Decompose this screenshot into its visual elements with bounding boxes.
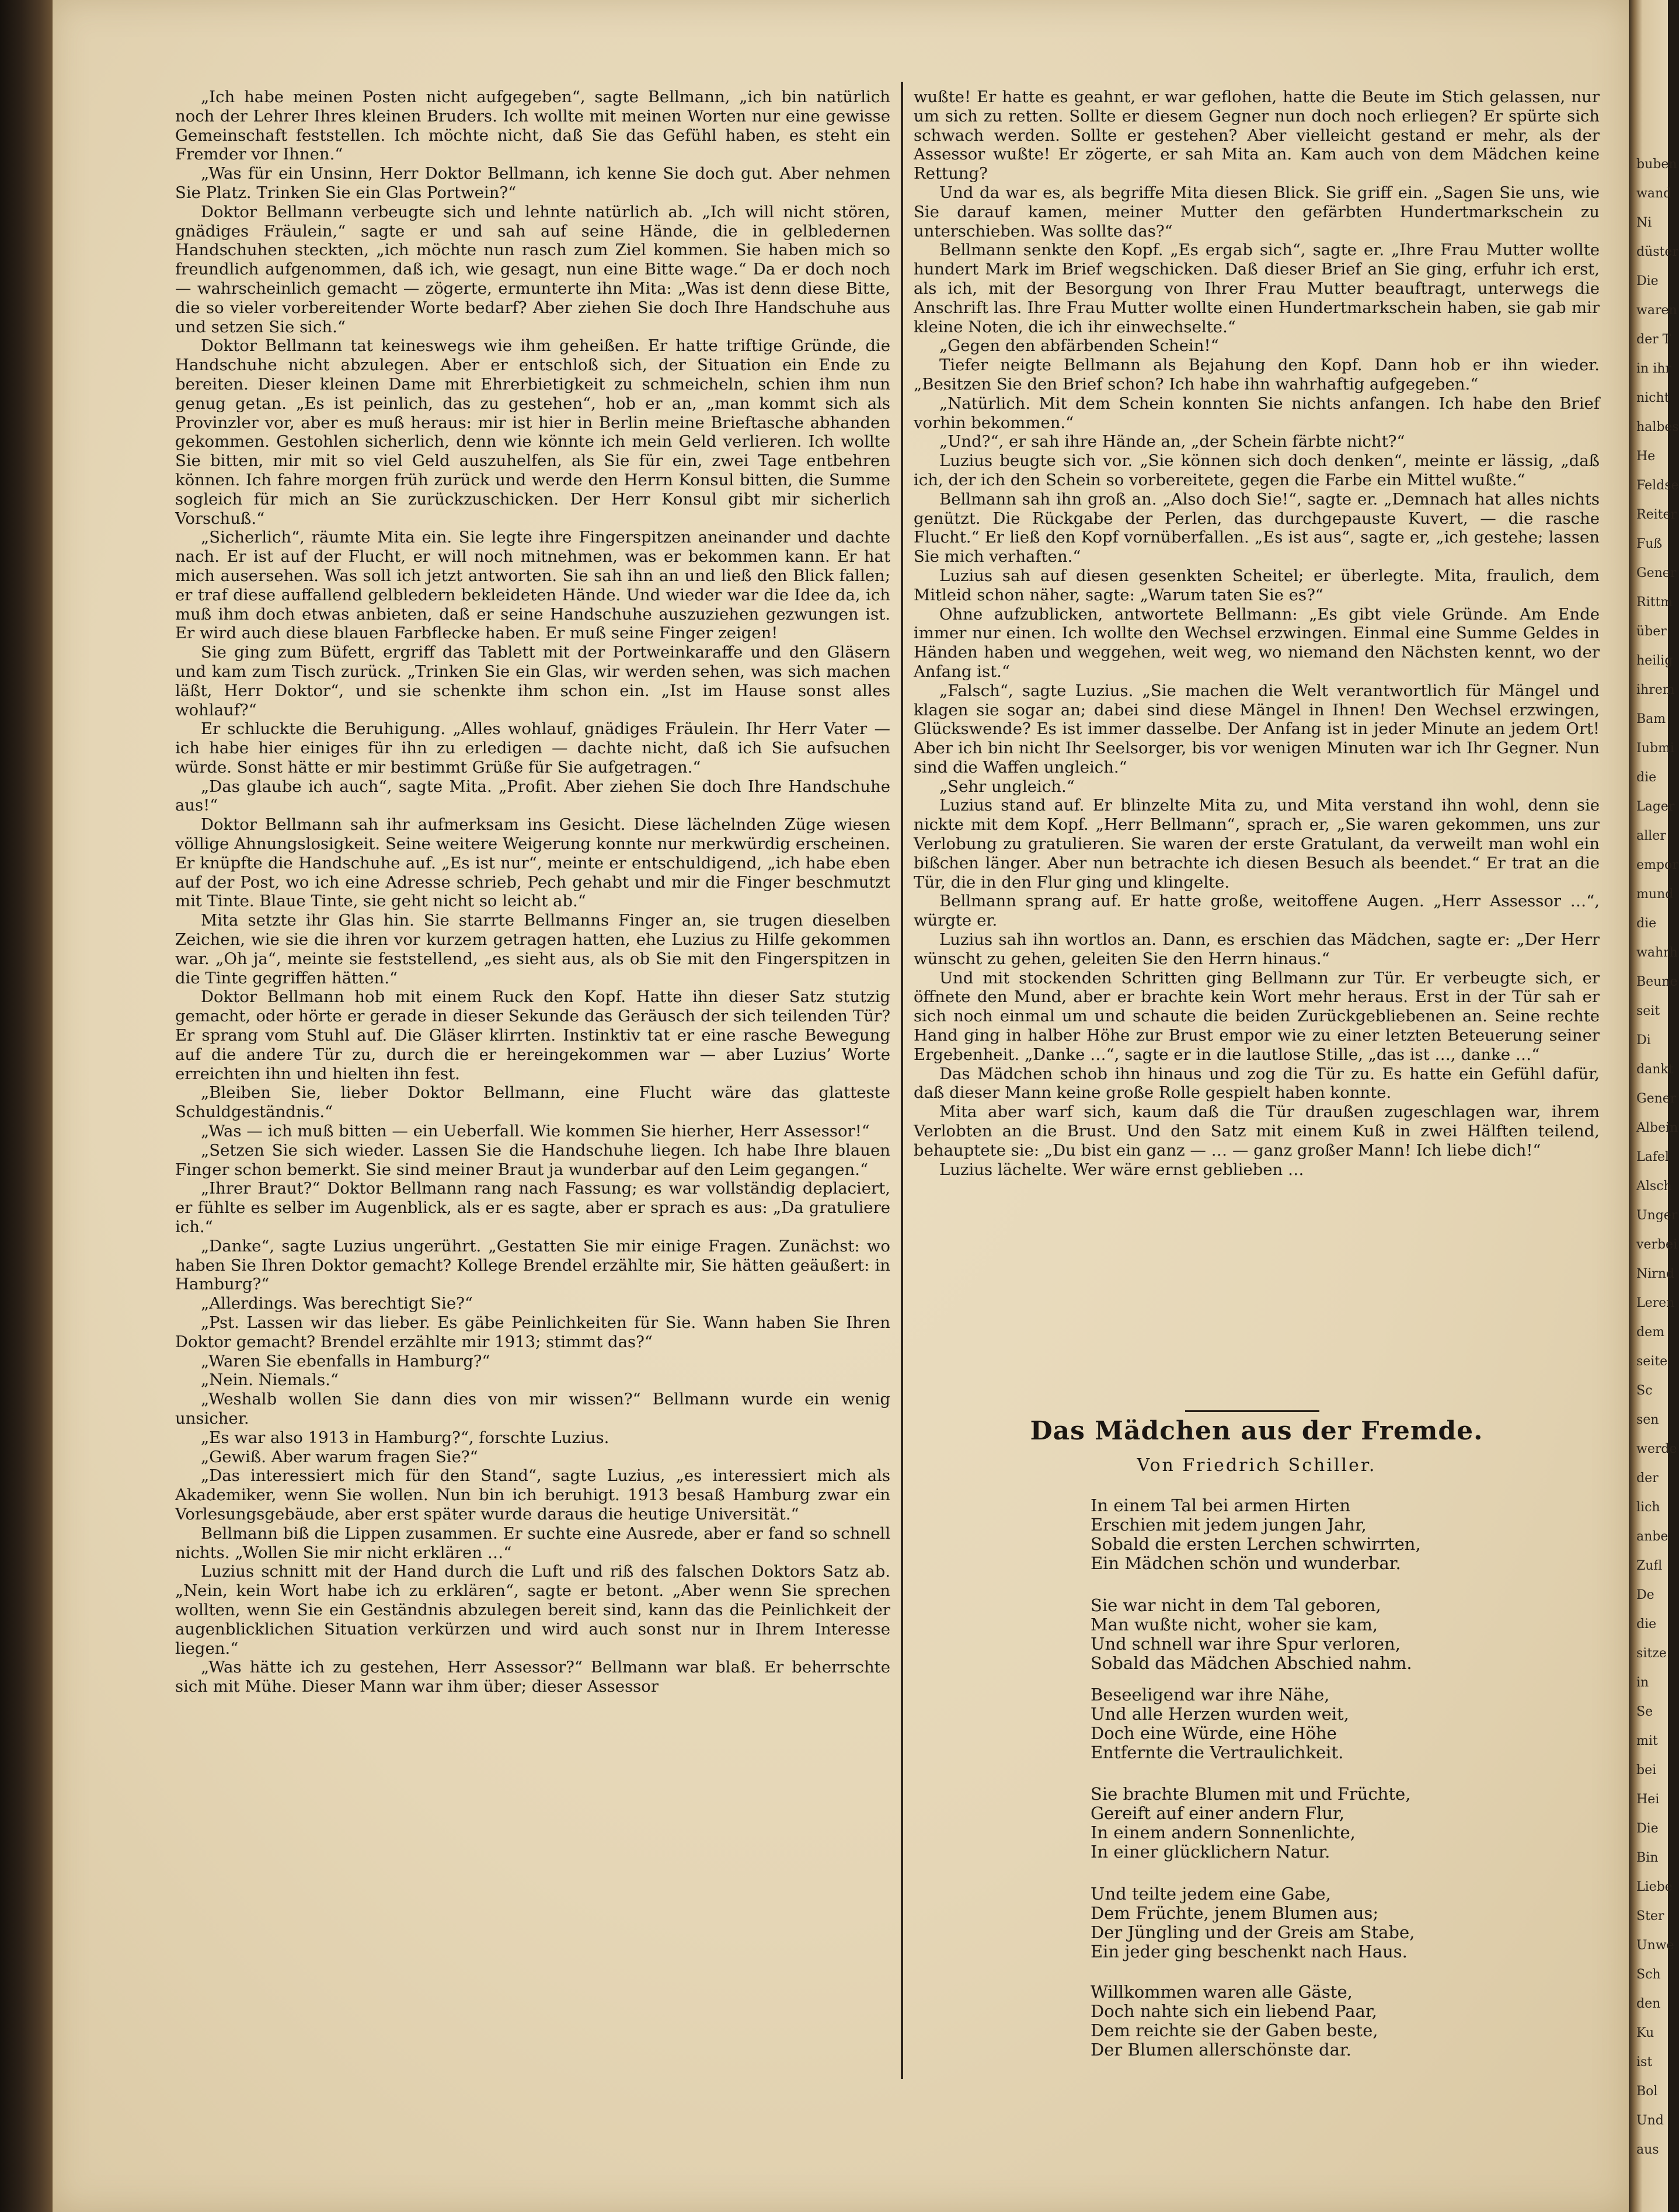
- adjacent-page-fragment: He: [1636, 449, 1656, 464]
- article-paragraph: „Sehr ungleich.“: [939, 777, 1075, 796]
- adjacent-page-fragment: Se: [1636, 1705, 1653, 1719]
- poem-line: Erschien mit jedem jungen Jahr,: [1091, 1515, 1367, 1535]
- adjacent-page-fragment: die: [1636, 916, 1657, 931]
- article-paragraph: Luzius sah auf diesen gesenkten Scheitel; er überlegte. Mita, fraulich, dem Mitleid schon näher, sagte: „Warum taten Sie es?“: [914, 566, 1600, 604]
- adjacent-page-fragment: De: [1636, 1588, 1654, 1602]
- article-paragraph: „Und?“, er sah ihre Hände an, „der Schein färbte nicht?“: [939, 432, 1405, 451]
- article-paragraph: Er schluckte die Beruhigung. „Alles wohlauf, gnädiges Fräulein. Ihr Herr Vater — ich habe hier einiges für ihn zu erledigen — dachte nicht, daß ich Sie aufsuchen würde. Sonst hätte er mir bestimmt Grüße für Sie aufgetragen.“: [175, 719, 890, 777]
- adjacent-page-fragment: sitze: [1636, 1646, 1667, 1661]
- article-paragraph: „Danke“, sagte Luzius ungerührt. „Gestatten Sie mir einige Fragen. Zunächst: wo haben Sie Ihren Doktor gemacht? Kollege Brendel erzählte mir, Sie hätten geäußert: in Hamburg?“: [175, 1236, 890, 1294]
- article-column-left: [175, 88, 890, 1696]
- adjacent-page-fragment: Die: [1636, 274, 1659, 288]
- poem-stanza: [1091, 1785, 1569, 1862]
- article-paragraph: Bellmann biß die Lippen zusammen. Er suchte eine Ausrede, aber er fand so schnell nichts. „Wollen Sie mir nicht erklären …“: [175, 1524, 890, 1562]
- adjacent-page-fragment: Hei: [1636, 1792, 1660, 1807]
- adjacent-page-fragment: Ster: [1636, 1909, 1664, 1924]
- adjacent-page-fragment: dem: [1636, 1325, 1664, 1340]
- adjacent-page-fragment: Sc: [1636, 1383, 1653, 1398]
- article-paragraph: „Setzen Sie sich wieder. Lassen Sie die Handschuhe liegen. Ich habe Ihre blauen Finger schon bemerkt. Sie sind meiner Braut ja wunderbar auf den Leim gegangen.“: [175, 1140, 890, 1179]
- article-paragraph: „Was hätte ich zu gestehen, Herr Assessor?“ Bellmann war blaß. Er beherrschte sich mit Mühe. Dieser Mann war ihm über; dieser Assessor: [175, 1658, 890, 1696]
- article-paragraph: Doktor Bellmann tat keineswegs wie ihm geheißen. Er hatte triftige Gründe, die Handschuhe nicht abzulegen. Aber er entschloß sich, der Situation ein Ende zu bereiten. Dieser kleinen Dame mit Ehrerbietigkeit zu schmeicheln, schien ihm nun genug getan. „Es ist peinlich, das zu gestehen“, hob er an, „man kommt sich als Provinzler vor, aber es muß heraus: mir ist hier in Berlin meine Brieftasche abhanden gekommen. Gestohlen sicherlich, denn wie könnte ich mein Geld verlieren. Ich wollte Sie bitten, mir mit so viel Geld auszuhelfen, als Sie für ein, zwei Tage entbehren können. Ich fahre morgen früh zurück und werde den Herrn Konsul bitten, die Summe sogleich für mich an Sie zurückzuschicken. Der Herr Konsul gibt mir sicherlich Vorschuß.“: [175, 336, 890, 528]
- poem-line: In einem andern Sonnenlichte,: [1091, 1823, 1356, 1842]
- article-paragraph: Luzius stand auf. Er blinzelte Mita zu, und Mita verstand ihn wohl, denn sie nickte mit dem Kopf. „Herr Bellmann“, sprach er, „Sie waren gekommen, uns zur Verlobung zu gratulieren. Sie waren der erste Gratulant, da verweilt man wohl ein bißchen länger. Aber nun betrachte ich diesen Besuch als beendet.“ Er trat an die Tür, die in den Flur ging und klingelte.: [914, 796, 1600, 892]
- article-paragraph: „Weshalb wollen Sie dann dies von mir wissen?“ Bellmann wurde ein wenig unsicher.: [175, 1390, 890, 1428]
- adjacent-page-fragment: Und: [1636, 2113, 1664, 2128]
- poem-line: Doch eine Würde, eine Höhe: [1091, 1723, 1337, 1743]
- poem-line: Der Blumen allerschönste dar.: [1091, 2040, 1351, 2060]
- poem-line: Doch nahte sich ein liebend Paar,: [1091, 2001, 1377, 2021]
- adjacent-page-fragment: seit: [1636, 1004, 1660, 1018]
- adjacent-page-fragment: Nirnd: [1636, 1267, 1675, 1281]
- article-paragraph: „Sicherlich“, räumte Mita ein. Sie legte ihre Fingerspitzen aneinander und dachte nach. Er ist auf der Flucht, er will noch mitnehmen, was er bekommen kann. Er hat mich ausersehen. Was soll ich jetzt antworten. Sie sah ihn an und ließ den Blick fallen; er traf diese auffallend gelbledern bekleideten Hände. Und wieder war die Idee da, ich muß ihm doch etwas anbieten, daß er seine Handschuhe auszuziehen gezwungen ist. Er wird auch diese blauen Farbflecke haben. Er muß seine Finger zeigen!: [175, 528, 890, 643]
- adjacent-page-fragment: dankt: [1636, 1062, 1674, 1077]
- poem-stanza: [1091, 1983, 1569, 2060]
- adjacent-page-fragment: waren: [1636, 303, 1677, 318]
- poem-line: Beseeligend war ihre Nähe,: [1091, 1685, 1330, 1705]
- adjacent-page-fragment: über: [1636, 624, 1667, 639]
- adjacent-page-fragment: wahrh: [1636, 945, 1678, 960]
- poem-line: Sie war nicht in dem Tal geboren,: [1091, 1595, 1381, 1615]
- poem-line: Sie brachte Blumen mit und Früchte,: [1091, 1784, 1411, 1804]
- poem-line: Dem Früchte, jenem Blumen aus;: [1091, 1903, 1379, 1923]
- adjacent-page-fragment: die: [1636, 1617, 1657, 1632]
- adjacent-page-fragment: buben: [1636, 157, 1677, 172]
- article-paragraph: Sie ging zum Büfett, ergriff das Tablett mit der Portweinkaraffe und den Gläsern und kam zum Tisch zurück. „Trinken Sie ein Glas, wir werden sehen, was sich machen läßt, Herr Doktor“, und sie schenkte ihm schon ein. „Ist im Hause sonst alles wohlauf?“: [175, 643, 890, 719]
- adjacent-page-fragment: Ni: [1636, 215, 1652, 230]
- article-paragraph: „Nein. Niemals.“: [201, 1371, 339, 1390]
- article-paragraph: Luzius schnitt mit der Hand durch die Luft und riß des falschen Doktors Satz ab. „Nein, kein Wort habe ich zu erklären“, sagte er betont. „Aber wenn Sie sprechen wollten, wenn Sie ein Geständnis abzulegen bereit sind, kann das die Peinlichkeit der augenblicklichen Situation verkürzen und wird auch sonst nur in Ihrem Interesse liegen.“: [175, 1562, 890, 1658]
- article-paragraph: Tiefer neigte Bellmann als Bejahung den Kopf. Dann hob er ihn wieder. „Besitzen Sie den Brief schon? Ich habe ihn wahrhaftig aufgegeben.“: [914, 356, 1600, 394]
- poem-line: Dem reichte sie der Gaben beste,: [1091, 2020, 1378, 2040]
- article-paragraph: wußte! Er hatte es geahnt, er war geflohen, hatte die Beute im Stich gelassen, nur um sich zu retten. Sollte er diesem Gegner nun doch noch erliegen? Er spürte sich schwach werden. Sollte er gestehen? Aber vielleicht gestand er mehr, als der Assessor wußte! Er zögerte, er sah Mita an. Kam auch von dem Mädchen keine Rettung?: [914, 88, 1600, 183]
- adjacent-page-fragment: Liebe: [1636, 1880, 1673, 1894]
- adjacent-page-fragment: sen: [1636, 1413, 1659, 1427]
- poem-line: Der Jüngling und der Greis am Stabe,: [1091, 1922, 1415, 1942]
- article-paragraph: „Es war also 1913 in Hamburg?“, forschte Luzius.: [201, 1428, 609, 1447]
- adjacent-page-fragment: werde: [1636, 1442, 1677, 1456]
- adjacent-page-fragment: Reiter: [1636, 507, 1677, 522]
- adjacent-page-fragment: anbe: [1636, 1529, 1668, 1544]
- article-paragraph: „Das interessiert mich für den Stand“, sagte Luzius, „es interessiert mich als Akademiker, wenn Sie wollen. Nun bin ich beruhigt. 1913 besaß Hamburg zwar ein Vorlesungsgebäude, aber erst später wurde daraus die heutige Universität.“: [175, 1466, 890, 1524]
- article-paragraph: Luzius sah ihn wortlos an. Dann, es erschien das Mädchen, sagte er: „Der Herr wünscht zu gehen, geleiten Sie den Herrn hinaus.“: [914, 930, 1600, 968]
- adjacent-page-fragment: empor: [1636, 858, 1678, 872]
- adjacent-page-fragment: in: [1636, 1675, 1649, 1690]
- adjacent-page-fragment: Zufl: [1636, 1559, 1663, 1573]
- adjacent-page-fragment: Beune: [1636, 975, 1678, 989]
- adjacent-page-fragment: düster: [1636, 245, 1678, 259]
- adjacent-page-fragment: aller: [1636, 829, 1666, 843]
- adjacent-page-fragment: Lager: [1636, 799, 1675, 814]
- article-paragraph: „Gewiß. Aber warum fragen Sie?“: [201, 1447, 478, 1466]
- adjacent-page-fragment: ist: [1636, 2055, 1653, 2070]
- adjacent-page-fragment: der T: [1636, 332, 1671, 347]
- adjacent-page-fragment: ihrem: [1636, 683, 1675, 697]
- adjacent-page-fragment: Gener: [1636, 1091, 1677, 1106]
- adjacent-page-fragment: den: [1636, 1997, 1661, 2011]
- adjacent-page-fragment: bei: [1636, 1763, 1657, 1778]
- article-paragraph: Doktor Bellmann hob mit einem Ruck den Kopf. Hatte ihn dieser Satz stutzig gemacht, oder hörte er gerade in dieser Sekunde das Geräusch der sich teilenden Tür? Er sprang vom Stuhl auf. Die Gläser klirrten. Instinktiv tat er eine rasche Bewegung auf die andere Tür zu, durch die er hereingekommen war — aber Luzius’ Worte erreichten ihn und hielten ihn fest.: [175, 987, 890, 1083]
- adjacent-page-fragment: aus: [1636, 2143, 1659, 2157]
- article-paragraph: Bellmann senkte den Kopf. „Es ergab sich“, sagte er. „Ihre Frau Mutter wollte hundert Mark im Brief wegschicken. Daß dieser Brief an Sie ging, erfuhr ich erst, als ich, mit der Besorgung von Ihrer Frau Mutter beauftragt, unterwegs die Anschrift las. Ihre Frau Mutter wollte einen Hundertmarkschein haben, sie gab mir kleine Noten, die ich ihr einwechselte.“: [914, 241, 1600, 336]
- adjacent-page-fragment: in ihr: [1636, 361, 1671, 376]
- poem-line: Ein jeder ging beschenkt nach Haus.: [1091, 1942, 1408, 1961]
- adjacent-page-fragment: Bol: [1636, 2084, 1658, 2099]
- adjacent-page-fragment: mund: [1636, 887, 1674, 902]
- poem-line: Gereift auf einer andern Flur,: [1091, 1803, 1344, 1823]
- adjacent-page-fragment: Fuß: [1636, 537, 1663, 551]
- poem-line: Und alle Herzen wurden weit,: [1091, 1704, 1349, 1724]
- poem-separator: [1185, 1410, 1319, 1412]
- adjacent-page-fragment: Albein: [1636, 1121, 1678, 1135]
- adjacent-page-fragment: der: [1636, 1471, 1659, 1486]
- adjacent-page-fragment: die: [1636, 770, 1657, 785]
- adjacent-page-fragment: Iubmi: [1636, 741, 1674, 756]
- article-column-right: [914, 88, 1600, 1179]
- adjacent-page-fragment: Gener: [1636, 566, 1677, 580]
- poem-stanza: [1091, 1685, 1569, 1762]
- adjacent-page-fragment: wand: [1636, 186, 1672, 201]
- article-paragraph: „Bleiben Sie, lieber Doktor Bellmann, eine Flucht wäre das glatteste Schuldgeständnis.“: [175, 1083, 890, 1122]
- adjacent-page-fragment: Rittm: [1636, 595, 1673, 610]
- article-paragraph: „Waren Sie ebenfalls in Hamburg?“: [201, 1351, 490, 1371]
- article-paragraph: „Ihrer Braut?“ Doktor Bellmann rang nach Fassung; es war vollständig deplaciert, er fühlte es selber im Augenblick, als er es sagte, aber er sprach es aus: „Da gratuliere ich.“: [175, 1179, 890, 1237]
- adjacent-page-fragment: mit: [1636, 1734, 1658, 1748]
- article-paragraph: Doktor Bellmann verbeugte sich und lehnte natürlich ab. „Ich will nicht stören, gnädiges Fräulein,“ sagte er und sah auf seine Hände, die in gelbledernen Handschuhen steckten, „ich möchte nun rasch zum Ziel kommen. Sie haben mich so freundlich aufgenommen, daß ich, wie gesagt, nun eine Bitte wage.“ Da er doch noch — wahrscheinlich gemacht — zögerte, ermunterte ihn Mita: „Was ist denn diese Bitte, die so vieler vorbereitender Worte bedarf? Aber ziehen Sie doch Ihre Handschuhe aus und setzen Sie sich.“: [175, 202, 890, 336]
- article-paragraph: „Allerdings. Was berechtigt Sie?“: [201, 1294, 473, 1313]
- article-paragraph: Mita setzte ihr Glas hin. Sie starrte Bellmanns Finger an, sie trugen dieselben Zeichen, wie sie die ihren vor kurzem getragen hatten, ehe Luzius zu Hilfe gekommen war. „Oh ja“, meinte sie feststellend, „es sieht aus, als ob Sie mit den Fingerspitzen in die Tinte gegriffen hätten.“: [175, 911, 890, 987]
- article-paragraph: „Was — ich muß bitten — ein Ueberfall. Wie kommen Sie hierher, Herr Assessor!“: [201, 1122, 870, 1141]
- adjacent-page-fragment: lich: [1636, 1500, 1660, 1515]
- article-paragraph: Luzius lächelte. Wer wäre ernst geblieben …: [939, 1160, 1304, 1179]
- poem-stanza: [1091, 1496, 1569, 1573]
- poem-line: Ein Mädchen schön und wunderbar.: [1091, 1553, 1401, 1573]
- article-paragraph: „Pst. Lassen wir das lieber. Es gäbe Peinlichkeiten für Sie. Wann haben Sie Ihren Doktor gemacht? Brendel erzählte mir 1913; stimmt das?“: [175, 1313, 890, 1351]
- adjacent-page-fragment: Die: [1636, 1821, 1659, 1836]
- adjacent-page-fragment: Ku: [1636, 2026, 1654, 2040]
- adjacent-page-fragment: heilig: [1636, 653, 1673, 668]
- adjacent-page-fragment: verbei: [1636, 1237, 1678, 1252]
- article-paragraph: Bellmann sah ihn groß an. „Also doch Sie!“, sagte er. „Demnach hat alles nichts genützt. Die Rückgabe der Perlen, das durchgepauste Kuvert, — die rasche Flucht.“ Er ließ den Kopf vornüberfallen. „Es ist aus“, sagte er, „ich gestehe; lassen Sie mich verhaften.“: [914, 489, 1600, 566]
- poem-line: Man wußte nicht, woher sie kam,: [1091, 1615, 1378, 1634]
- adjacent-page-fragment: Bin: [1636, 1851, 1659, 1865]
- article-paragraph: Und da war es, als begriffe Mita diesen Blick. Sie griff ein. „Sagen Sie uns, wie Sie darauf kamen, meiner Mutter den gefärbten Hundertmarkschein zu unterschieben. Was sollte das?“: [914, 183, 1600, 241]
- poem-line: Willkommen waren alle Gäste,: [1091, 1982, 1353, 2002]
- poem-line: Entfernte die Vertraulichkeit.: [1091, 1743, 1344, 1762]
- article-paragraph: Bellmann sprang auf. Er hatte große, weitoffene Augen. „Herr Assessor …“, würgte er.: [914, 892, 1600, 930]
- poem-line: Sobald die ersten Lerchen schwirrten,: [1091, 1534, 1421, 1554]
- adjacent-page-fragment: Unger: [1636, 1208, 1678, 1223]
- adjacent-page-fragment: Leren: [1636, 1296, 1675, 1310]
- adjacent-page-fragment: Lafel: [1636, 1150, 1669, 1164]
- poem-line: Und teilte jedem eine Gabe,: [1091, 1884, 1331, 1904]
- article-paragraph: Das Mädchen schob ihn hinaus und zog die Tür zu. Es hatte ein Gefühl dafür, daß dieser Mann keine große Rolle gespielt haben konnte.: [914, 1064, 1600, 1102]
- article-paragraph: „Ich habe meinen Posten nicht aufgegeben“, sagte Bellmann, „ich bin natürlich noch der Lehrer Ihres kleinen Bruders. Ich wollte mit meinen Worten nur eine gewisse Gemeinschaft feststellen. Ich möchte nicht, daß Sie das Gefühl haben, es steht ein Fremder vor Ihnen.“: [175, 88, 890, 164]
- poem-line: In einer glücklichern Natur.: [1091, 1842, 1330, 1862]
- adjacent-page-fragment: Di: [1636, 1033, 1651, 1048]
- poem-author: Von Friedrich Schiller.: [1137, 1455, 1377, 1476]
- adjacent-page-fragment: Alsch: [1636, 1179, 1672, 1194]
- adjacent-page-fragment: Feldse: [1636, 478, 1679, 493]
- adjacent-page-fragment: Sch: [1636, 1967, 1661, 1982]
- poem-title: Das Mädchen aus der Fremde.: [1030, 1416, 1483, 1446]
- poem-stanza: [1091, 1884, 1569, 1961]
- article-paragraph: Mita aber warf sich, kaum daß die Tür draußen zugeschlagen war, ihrem Verlobten an die Brust. Und den Satz mit einem Kuß in zwei Hälften teilend, behauptete sie: „Du bist ein ganz — … — ganz großer Mann! Ich liebe dich!“: [914, 1102, 1600, 1160]
- poem-stanza: [1091, 1596, 1569, 1673]
- adjacent-page-fragment: nicht: [1636, 391, 1670, 405]
- article-paragraph: Doktor Bellmann sah ihr aufmerksam ins Gesicht. Diese lächelnden Züge wiesen völlige Ahnungslosigkeit. Seine weitere Weigerung konnte nur merkwürdig erscheinen. Er knüpfte die Handschuhe auf. „Es ist nur“, meinte er entschuldigend, „ich habe eben auf der Post, wo ich eine Adresse schrieb, Pech gehabt und mir die Finger beschmutzt mit Tinte. Blaue Tinte, sie geht nicht so leicht ab.“: [175, 815, 890, 911]
- adjacent-page-fragment: Bam: [1636, 712, 1666, 726]
- adjacent-page-fragment: halbes: [1636, 420, 1679, 434]
- poem-line: In einem Tal bei armen Hirten: [1091, 1495, 1351, 1515]
- adjacent-page-fragment: seite: [1636, 1354, 1668, 1369]
- article-paragraph: „Das glaube ich auch“, sagte Mita. „Profit. Aber ziehen Sie doch Ihre Handschuhe aus!“: [175, 777, 890, 815]
- article-paragraph: Und mit stockenden Schritten ging Bellmann zur Tür. Er verbeugte sich, er öffnete den Mund, aber er brachte kein Wort mehr heraus. Erst in der Tür sah er sich noch einmal um und schaute die beiden Zurückgebliebenen an. Seine rechte Hand ging in halber Höhe zur Brust empor wie zu einer letzten Beteuerung seiner Ergebenheit. „Danke …“, sagte er in die lautlose Stille, „das ist …, danke …“: [914, 968, 1600, 1064]
- article-paragraph: Ohne aufzublicken, antwortete Bellmann: „Es gibt viele Gründe. Am Ende immer nur einen. Ich wollte den Wechsel erzwingen. Einmal eine Summe Geldes in Händen haben und weggehen, weit weg, wo niemand den Nächsten kennt, wo der Anfang ist.“: [914, 604, 1600, 681]
- poem-line: Und schnell war ihre Spur verloren,: [1091, 1634, 1401, 1654]
- book-binding: [0, 0, 53, 2212]
- article-paragraph: „Gegen den abfärbenden Schein!“: [939, 336, 1219, 356]
- poem-line: Sobald das Mädchen Abschied nahm.: [1091, 1653, 1412, 1673]
- article-paragraph: Luzius beugte sich vor. „Sie können sich doch denken“, meinte er lässig, „daß ich, der ich den Schein so vorbereitete, gegen die Farbe ein Mittel wußte.“: [914, 451, 1600, 489]
- adjacent-page-fragment: Unwe: [1636, 1938, 1674, 1953]
- article-paragraph: „Natürlich. Mit dem Schein konnten Sie nichts anfangen. Ich habe den Brief vorhin bekommen.“: [914, 394, 1600, 432]
- article-paragraph: „Was für ein Unsinn, Herr Doktor Bellmann, ich kenne Sie doch gut. Aber nehmen Sie Platz. Trinken Sie ein Glas Portwein?“: [175, 164, 890, 202]
- article-paragraph: „Falsch“, sagte Luzius. „Sie machen die Welt verantwortlich für Mängel und klagen sie sogar an; dabei sind diese Mängel in Ihnen! Den Wechsel erzwingen, Glückswende? Es ist immer dasselbe. Der Anfang ist in jeder Minute an jedem Ort! Aber ich bin nicht Ihr Seelsorger, bis vor wenigen Minuten war ich Ihr Gegner. Nun sind die Waffen ungleich.“: [914, 681, 1600, 777]
- column-divider: [901, 82, 903, 2079]
